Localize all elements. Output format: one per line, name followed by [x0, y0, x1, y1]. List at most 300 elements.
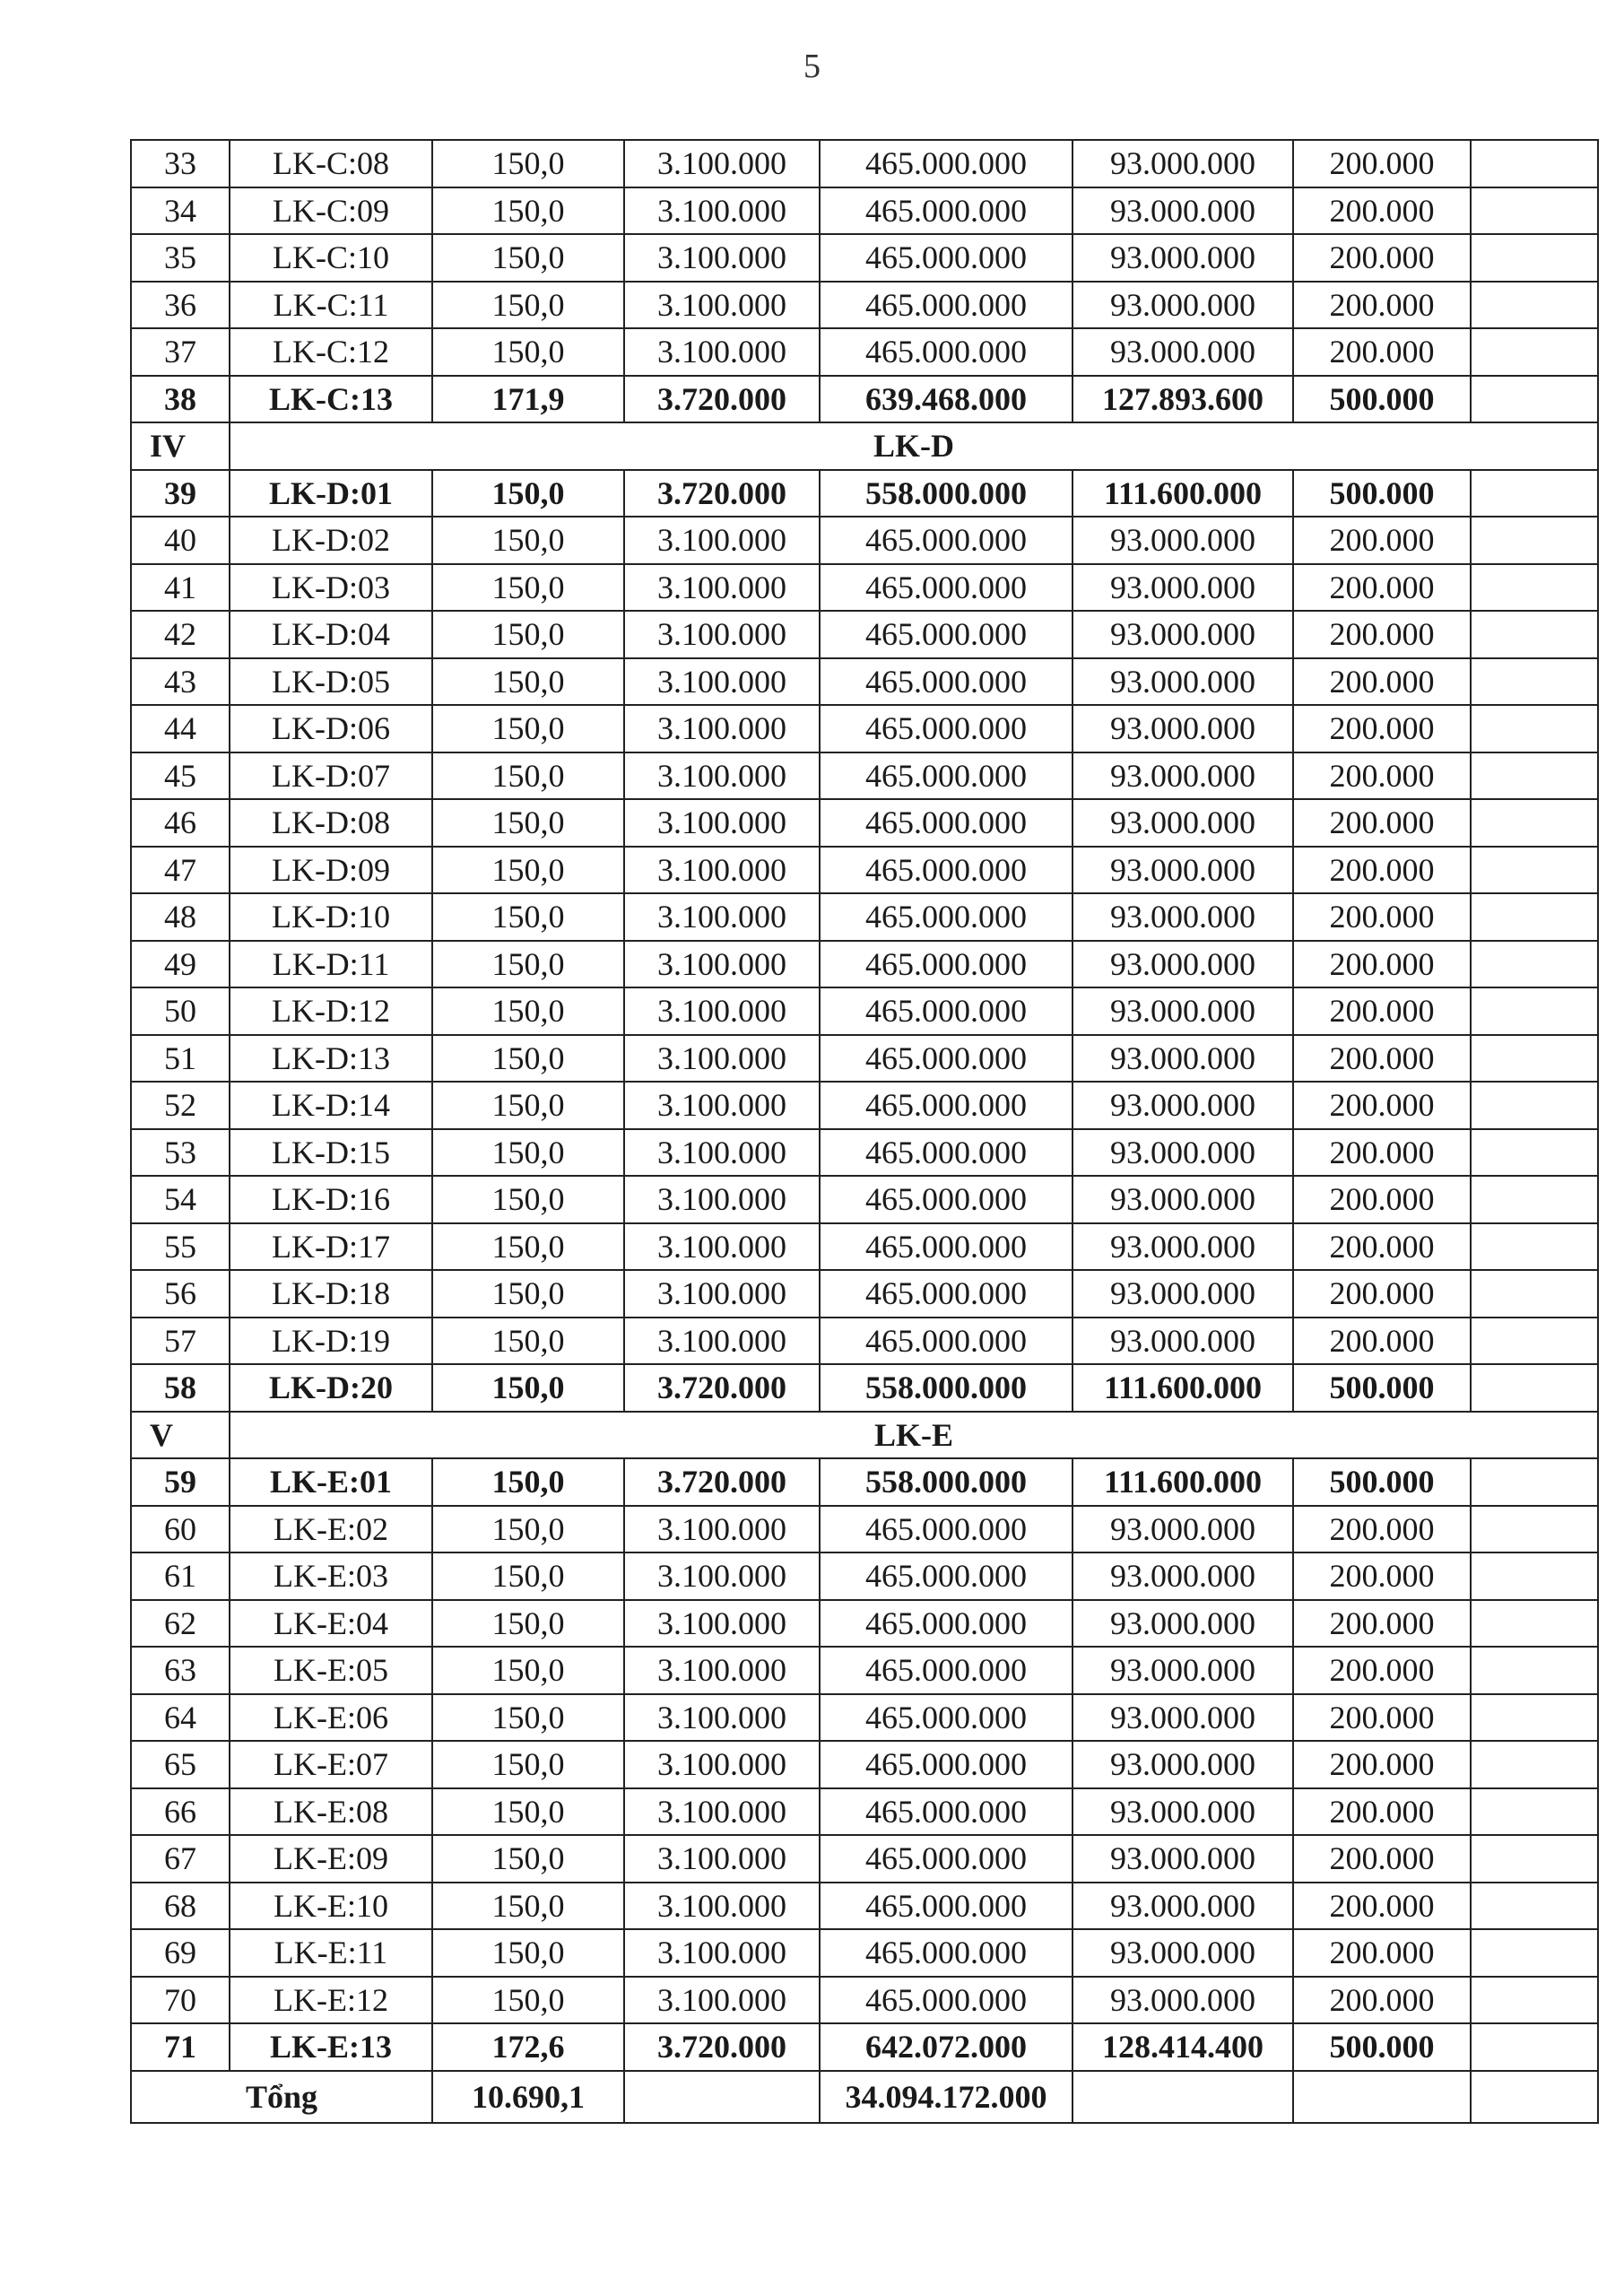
- total-row: [131, 2071, 1598, 2123]
- table-row: [131, 1082, 1598, 1129]
- amount-cell: 465.000.000: [820, 1741, 1073, 1788]
- deposit-cell: 93.000.000: [1073, 658, 1293, 706]
- page-number: 5: [803, 48, 821, 85]
- lot-code-cell: LK-D:03: [230, 564, 432, 612]
- fee-cell: 200.000: [1293, 1741, 1471, 1788]
- fee-cell: 200.000: [1293, 893, 1471, 941]
- unit-price-cell: 3.720.000: [624, 1364, 820, 1412]
- note-cell: [1471, 799, 1598, 847]
- note-cell: [1471, 1600, 1598, 1648]
- lot-code-cell: LK-D:02: [230, 517, 432, 564]
- note-cell: [1471, 1270, 1598, 1318]
- stt-cell: 57: [131, 1318, 230, 1365]
- stt-cell: 43: [131, 658, 230, 706]
- table-row: [131, 799, 1598, 847]
- lot-code-cell: LK-C:09: [230, 187, 432, 235]
- fee-cell: 200.000: [1293, 799, 1471, 847]
- lot-code-cell: LK-E:06: [230, 1694, 432, 1742]
- amount-cell: 465.000.000: [820, 1835, 1073, 1883]
- table-row: [131, 517, 1598, 564]
- stt-cell: 39: [131, 470, 230, 517]
- amount-cell: 558.000.000: [820, 1458, 1073, 1506]
- table-row: [131, 847, 1598, 894]
- note-cell: [1471, 282, 1598, 329]
- deposit-cell: 93.000.000: [1073, 941, 1293, 988]
- lot-code-cell: LK-D:18: [230, 1270, 432, 1318]
- stt-cell: 37: [131, 328, 230, 376]
- unit-price-cell: 3.100.000: [624, 1035, 820, 1083]
- fee-cell: 200.000: [1293, 752, 1471, 800]
- unit-price-cell: 3.100.000: [624, 1270, 820, 1318]
- table-row: [131, 1741, 1598, 1788]
- note-cell: [1471, 705, 1598, 752]
- amount-cell: 465.000.000: [820, 1977, 1073, 2024]
- table-row: [131, 1600, 1598, 1648]
- fee-cell: 200.000: [1293, 328, 1471, 376]
- area-cell: 150,0: [432, 1883, 624, 1930]
- fee-cell: 200.000: [1293, 987, 1471, 1035]
- deposit-cell: 93.000.000: [1073, 1741, 1293, 1788]
- table-row: [131, 2023, 1598, 2071]
- section-row: [131, 422, 1598, 470]
- fee-cell: 200.000: [1293, 1035, 1471, 1083]
- amount-cell: 465.000.000: [820, 1694, 1073, 1742]
- stt-cell: 35: [131, 234, 230, 282]
- fee-cell: 200.000: [1293, 1883, 1471, 1930]
- lot-code-cell: LK-D:20: [230, 1364, 432, 1412]
- table-row: [131, 941, 1598, 988]
- table-row: [131, 328, 1598, 376]
- amount-cell: 465.000.000: [820, 987, 1073, 1035]
- amount-cell: 465.000.000: [820, 187, 1073, 235]
- lot-code-cell: LK-E:09: [230, 1835, 432, 1883]
- lot-code-cell: LK-D:01: [230, 470, 432, 517]
- deposit-cell: 128.414.400: [1073, 2023, 1293, 2071]
- stt-cell: 38: [131, 376, 230, 423]
- area-cell: 150,0: [432, 658, 624, 706]
- deposit-cell: 93.000.000: [1073, 1929, 1293, 1977]
- stt-cell: 56: [131, 1270, 230, 1318]
- table-row: [131, 1883, 1598, 1930]
- table-row: [131, 1035, 1598, 1083]
- area-cell: 150,0: [432, 705, 624, 752]
- stt-cell: 44: [131, 705, 230, 752]
- deposit-cell: 93.000.000: [1073, 1788, 1293, 1836]
- lot-code-cell: LK-D:16: [230, 1176, 432, 1223]
- amount-cell: 465.000.000: [820, 658, 1073, 706]
- table-row: [131, 1129, 1598, 1177]
- stt-cell: 47: [131, 847, 230, 894]
- table-row: [131, 1929, 1598, 1977]
- fee-cell: 500.000: [1293, 1364, 1471, 1412]
- fee-cell: 200.000: [1293, 1600, 1471, 1648]
- unit-price-cell: 3.100.000: [624, 1883, 820, 1930]
- deposit-cell: 93.000.000: [1073, 893, 1293, 941]
- amount-cell: 465.000.000: [820, 1223, 1073, 1271]
- area-cell: 150,0: [432, 1035, 624, 1083]
- area-cell: 150,0: [432, 1647, 624, 1694]
- total-deposit: [1073, 2071, 1293, 2123]
- table-row: [131, 752, 1598, 800]
- table-body: [131, 140, 1598, 2071]
- fee-cell: 500.000: [1293, 470, 1471, 517]
- stt-cell: 58: [131, 1364, 230, 1412]
- table-row: [131, 1270, 1598, 1318]
- lot-code-cell: LK-E:10: [230, 1883, 432, 1930]
- note-cell: [1471, 1129, 1598, 1177]
- table-row: [131, 1977, 1598, 2024]
- area-cell: 150,0: [432, 187, 624, 235]
- note-cell: [1471, 1458, 1598, 1506]
- lot-code-cell: LK-E:04: [230, 1600, 432, 1648]
- area-cell: 150,0: [432, 893, 624, 941]
- fee-cell: 200.000: [1293, 282, 1471, 329]
- deposit-cell: 93.000.000: [1073, 234, 1293, 282]
- amount-cell: 465.000.000: [820, 282, 1073, 329]
- area-cell: 150,0: [432, 799, 624, 847]
- table-row: [131, 1318, 1598, 1365]
- stt-cell: 52: [131, 1082, 230, 1129]
- amount-cell: 465.000.000: [820, 1270, 1073, 1318]
- note-cell: [1471, 1223, 1598, 1271]
- note-cell: [1471, 517, 1598, 564]
- amount-cell: 465.000.000: [820, 1176, 1073, 1223]
- amount-cell: 465.000.000: [820, 893, 1073, 941]
- stt-cell: 71: [131, 2023, 230, 2071]
- area-cell: 150,0: [432, 1318, 624, 1365]
- unit-price-cell: 3.100.000: [624, 517, 820, 564]
- stt-cell: 66: [131, 1788, 230, 1836]
- fee-cell: 200.000: [1293, 517, 1471, 564]
- amount-cell: 558.000.000: [820, 1364, 1073, 1412]
- deposit-cell: 93.000.000: [1073, 611, 1293, 658]
- note-cell: [1471, 1883, 1598, 1930]
- deposit-cell: 93.000.000: [1073, 752, 1293, 800]
- area-cell: 150,0: [432, 1506, 624, 1553]
- note-cell: [1471, 893, 1598, 941]
- note-cell: [1471, 1647, 1598, 1694]
- note-cell: [1471, 1318, 1598, 1365]
- section-title: LK-D: [230, 422, 1598, 470]
- deposit-cell: 93.000.000: [1073, 1035, 1293, 1083]
- amount-cell: 465.000.000: [820, 1788, 1073, 1836]
- fee-cell: 200.000: [1293, 1647, 1471, 1694]
- lot-code-cell: LK-D:17: [230, 1223, 432, 1271]
- deposit-cell: 93.000.000: [1073, 1318, 1293, 1365]
- deposit-cell: 93.000.000: [1073, 705, 1293, 752]
- area-cell: 150,0: [432, 517, 624, 564]
- lot-code-cell: LK-E:12: [230, 1977, 432, 2024]
- area-cell: 150,0: [432, 1929, 624, 1977]
- stt-cell: 70: [131, 1977, 230, 2024]
- deposit-cell: 93.000.000: [1073, 799, 1293, 847]
- deposit-cell: 93.000.000: [1073, 1506, 1293, 1553]
- table-row: [131, 1552, 1598, 1600]
- lot-code-cell: LK-D:12: [230, 987, 432, 1035]
- fee-cell: 200.000: [1293, 140, 1471, 187]
- total-amount: 34.094.172.000: [820, 2071, 1073, 2123]
- unit-price-cell: 3.720.000: [624, 2023, 820, 2071]
- unit-price-cell: 3.100.000: [624, 799, 820, 847]
- section-row: [131, 1412, 1598, 1459]
- table-row: [131, 987, 1598, 1035]
- fee-cell: 200.000: [1293, 234, 1471, 282]
- stt-cell: 33: [131, 140, 230, 187]
- amount-cell: 558.000.000: [820, 470, 1073, 517]
- lot-code-cell: LK-E:11: [230, 1929, 432, 1977]
- unit-price-cell: 3.720.000: [624, 376, 820, 423]
- area-cell: 150,0: [432, 987, 624, 1035]
- lot-code-cell: LK-D:05: [230, 658, 432, 706]
- area-cell: 150,0: [432, 470, 624, 517]
- amount-cell: 639.468.000: [820, 376, 1073, 423]
- area-cell: 150,0: [432, 1788, 624, 1836]
- note-cell: [1471, 564, 1598, 612]
- lot-code-cell: LK-D:11: [230, 941, 432, 988]
- stt-cell: 42: [131, 611, 230, 658]
- fee-cell: 200.000: [1293, 1977, 1471, 2024]
- deposit-cell: 93.000.000: [1073, 1270, 1293, 1318]
- area-cell: 150,0: [432, 1835, 624, 1883]
- lot-code-cell: LK-D:08: [230, 799, 432, 847]
- amount-cell: 465.000.000: [820, 328, 1073, 376]
- stt-cell: 54: [131, 1176, 230, 1223]
- table-row: [131, 1458, 1598, 1506]
- unit-price-cell: 3.100.000: [624, 1082, 820, 1129]
- stt-cell: 65: [131, 1741, 230, 1788]
- fee-cell: 200.000: [1293, 1082, 1471, 1129]
- unit-price-cell: 3.720.000: [624, 470, 820, 517]
- deposit-cell: 93.000.000: [1073, 187, 1293, 235]
- unit-price-cell: 3.100.000: [624, 1506, 820, 1553]
- stt-cell: 62: [131, 1600, 230, 1648]
- table-row: [131, 1176, 1598, 1223]
- area-cell: 150,0: [432, 1364, 624, 1412]
- area-cell: 150,0: [432, 752, 624, 800]
- unit-price-cell: 3.100.000: [624, 1176, 820, 1223]
- unit-price-cell: 3.720.000: [624, 1458, 820, 1506]
- area-cell: 150,0: [432, 1600, 624, 1648]
- unit-price-cell: 3.100.000: [624, 1129, 820, 1177]
- area-cell: 150,0: [432, 1977, 624, 2024]
- amount-cell: 465.000.000: [820, 1506, 1073, 1553]
- table-row: [131, 564, 1598, 612]
- table-row: [131, 1647, 1598, 1694]
- table-row: [131, 1694, 1598, 1742]
- fee-cell: 200.000: [1293, 1318, 1471, 1365]
- area-cell: 150,0: [432, 611, 624, 658]
- stt-cell: 61: [131, 1552, 230, 1600]
- fee-cell: 200.000: [1293, 1506, 1471, 1553]
- fee-cell: 200.000: [1293, 1176, 1471, 1223]
- fee-cell: 200.000: [1293, 847, 1471, 894]
- fee-cell: 200.000: [1293, 1835, 1471, 1883]
- note-cell: [1471, 941, 1598, 988]
- unit-price-cell: 3.100.000: [624, 705, 820, 752]
- note-cell: [1471, 187, 1598, 235]
- unit-price-cell: 3.100.000: [624, 987, 820, 1035]
- amount-cell: 465.000.000: [820, 1929, 1073, 1977]
- note-cell: [1471, 2023, 1598, 2071]
- unit-price-cell: 3.100.000: [624, 1552, 820, 1600]
- note-cell: [1471, 658, 1598, 706]
- stt-cell: 34: [131, 187, 230, 235]
- amount-cell: 465.000.000: [820, 705, 1073, 752]
- lot-code-cell: LK-E:13: [230, 2023, 432, 2071]
- amount-cell: 465.000.000: [820, 1082, 1073, 1129]
- amount-cell: 465.000.000: [820, 140, 1073, 187]
- area-cell: 171,9: [432, 376, 624, 423]
- note-cell: [1471, 1364, 1598, 1412]
- fee-cell: 200.000: [1293, 611, 1471, 658]
- area-cell: 150,0: [432, 1270, 624, 1318]
- unit-price-cell: 3.100.000: [624, 847, 820, 894]
- stt-cell: 69: [131, 1929, 230, 1977]
- unit-price-cell: 3.100.000: [624, 564, 820, 612]
- fee-cell: 500.000: [1293, 376, 1471, 423]
- lot-code-cell: LK-C:13: [230, 376, 432, 423]
- table-row: [131, 1835, 1598, 1883]
- unit-price-cell: 3.100.000: [624, 234, 820, 282]
- amount-cell: 642.072.000: [820, 2023, 1073, 2071]
- amount-cell: 465.000.000: [820, 611, 1073, 658]
- table-row: [131, 470, 1598, 517]
- table-row: [131, 1223, 1598, 1271]
- unit-price-cell: 3.100.000: [624, 1788, 820, 1836]
- note-cell: [1471, 1035, 1598, 1083]
- note-cell: [1471, 611, 1598, 658]
- area-cell: 150,0: [432, 847, 624, 894]
- table-row: [131, 234, 1598, 282]
- fee-cell: 200.000: [1293, 1552, 1471, 1600]
- deposit-cell: 93.000.000: [1073, 847, 1293, 894]
- table-row: [131, 705, 1598, 752]
- area-cell: 150,0: [432, 282, 624, 329]
- stt-cell: 64: [131, 1694, 230, 1742]
- note-cell: [1471, 328, 1598, 376]
- table-row: [131, 893, 1598, 941]
- table-row: [131, 282, 1598, 329]
- lot-code-cell: LK-D:14: [230, 1082, 432, 1129]
- note-cell: [1471, 847, 1598, 894]
- deposit-cell: 93.000.000: [1073, 1835, 1293, 1883]
- fee-cell: 500.000: [1293, 1458, 1471, 1506]
- amount-cell: 465.000.000: [820, 517, 1073, 564]
- lot-code-cell: LK-E:01: [230, 1458, 432, 1506]
- stt-cell: 50: [131, 987, 230, 1035]
- table-row: [131, 1364, 1598, 1412]
- stt-cell: 59: [131, 1458, 230, 1506]
- lot-code-cell: LK-D:13: [230, 1035, 432, 1083]
- unit-price-cell: 3.100.000: [624, 1741, 820, 1788]
- stt-cell: 68: [131, 1883, 230, 1930]
- note-cell: [1471, 1741, 1598, 1788]
- table-row: [131, 611, 1598, 658]
- deposit-cell: 111.600.000: [1073, 470, 1293, 517]
- stt-cell: 46: [131, 799, 230, 847]
- deposit-cell: 93.000.000: [1073, 1129, 1293, 1177]
- lot-code-cell: LK-D:19: [230, 1318, 432, 1365]
- amount-cell: 465.000.000: [820, 799, 1073, 847]
- deposit-cell: 93.000.000: [1073, 140, 1293, 187]
- deposit-cell: 93.000.000: [1073, 987, 1293, 1035]
- table-row: [131, 140, 1598, 187]
- amount-cell: 465.000.000: [820, 234, 1073, 282]
- note-cell: [1471, 234, 1598, 282]
- stt-cell: 63: [131, 1647, 230, 1694]
- lot-code-cell: LK-E:03: [230, 1552, 432, 1600]
- area-cell: 150,0: [432, 1694, 624, 1742]
- fee-cell: 200.000: [1293, 1270, 1471, 1318]
- area-cell: 150,0: [432, 328, 624, 376]
- stt-cell: 45: [131, 752, 230, 800]
- stt-cell: 55: [131, 1223, 230, 1271]
- unit-price-cell: 3.100.000: [624, 1694, 820, 1742]
- note-cell: [1471, 376, 1598, 423]
- amount-cell: 465.000.000: [820, 1035, 1073, 1083]
- note-cell: [1471, 1082, 1598, 1129]
- fee-cell: 200.000: [1293, 705, 1471, 752]
- deposit-cell: 93.000.000: [1073, 1600, 1293, 1648]
- fee-cell: 200.000: [1293, 658, 1471, 706]
- note-cell: [1471, 1788, 1598, 1836]
- unit-price-cell: 3.100.000: [624, 658, 820, 706]
- land-lot-table: [130, 139, 1599, 2124]
- area-cell: 150,0: [432, 1458, 624, 1506]
- unit-price-cell: 3.100.000: [624, 1223, 820, 1271]
- section-label: V: [131, 1412, 230, 1459]
- stt-cell: 36: [131, 282, 230, 329]
- deposit-cell: 93.000.000: [1073, 1176, 1293, 1223]
- unit-price-cell: 3.100.000: [624, 1929, 820, 1977]
- deposit-cell: 93.000.000: [1073, 1082, 1293, 1129]
- total-fee: [1293, 2071, 1471, 2123]
- note-cell: [1471, 987, 1598, 1035]
- amount-cell: 465.000.000: [820, 1883, 1073, 1930]
- lot-code-cell: LK-C:08: [230, 140, 432, 187]
- lot-code-cell: LK-E:05: [230, 1647, 432, 1694]
- deposit-cell: 127.893.600: [1073, 376, 1293, 423]
- area-cell: 150,0: [432, 941, 624, 988]
- total-label: Tổng: [131, 2071, 432, 2123]
- amount-cell: 465.000.000: [820, 1600, 1073, 1648]
- note-cell: [1471, 470, 1598, 517]
- area-cell: 150,0: [432, 1176, 624, 1223]
- area-cell: 150,0: [432, 1129, 624, 1177]
- total-unit-price: [624, 2071, 820, 2123]
- section-title: LK-E: [230, 1412, 1598, 1459]
- lot-code-cell: LK-D:10: [230, 893, 432, 941]
- amount-cell: 465.000.000: [820, 1552, 1073, 1600]
- note-cell: [1471, 1977, 1598, 2024]
- deposit-cell: 93.000.000: [1073, 517, 1293, 564]
- area-cell: 150,0: [432, 1741, 624, 1788]
- stt-cell: 49: [131, 941, 230, 988]
- lot-code-cell: LK-D:09: [230, 847, 432, 894]
- lot-code-cell: LK-E:07: [230, 1741, 432, 1788]
- note-cell: [1471, 1694, 1598, 1742]
- total-note: [1471, 2071, 1598, 2123]
- unit-price-cell: 3.100.000: [624, 611, 820, 658]
- amount-cell: 465.000.000: [820, 1318, 1073, 1365]
- deposit-cell: 93.000.000: [1073, 1223, 1293, 1271]
- table-row: [131, 1506, 1598, 1553]
- deposit-cell: 93.000.000: [1073, 1647, 1293, 1694]
- amount-cell: 465.000.000: [820, 564, 1073, 612]
- unit-price-cell: 3.100.000: [624, 752, 820, 800]
- table-row: [131, 187, 1598, 235]
- deposit-cell: 111.600.000: [1073, 1364, 1293, 1412]
